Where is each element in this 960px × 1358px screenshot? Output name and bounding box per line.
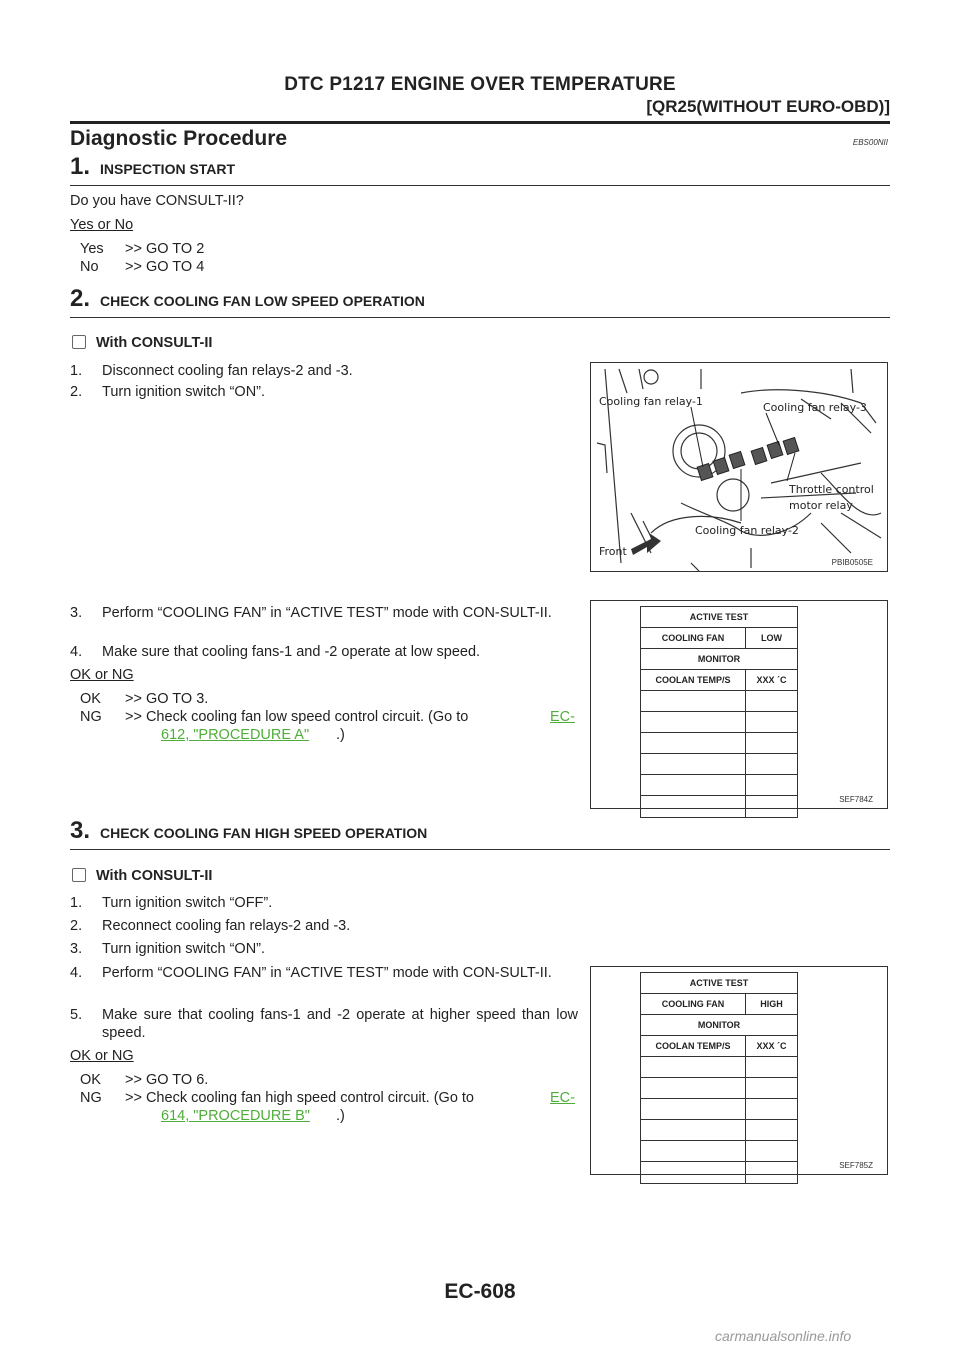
step-2-link-procedure-a[interactable]: 612, "PROCEDURE A" [161, 727, 310, 743]
page-header-subtitle: [QR25(WITHOUT EURO-OBD)] [646, 97, 890, 116]
with-consult-label: With CONSULT-II [96, 335, 213, 351]
step-3-heading [70, 817, 890, 850]
figure-code: SEF784Z [839, 795, 873, 804]
cell-active-test: ACTIVE TEST [689, 978, 749, 988]
step-2-item-2-num: 2. [70, 384, 83, 400]
step-title: INSPECTION START [100, 161, 236, 177]
step-2-heading [70, 285, 890, 318]
with-consult-label: With CONSULT-II [96, 868, 213, 884]
cell-cooling-fan: COOLING FAN [641, 628, 746, 648]
step-2-choice: OK or NG [70, 667, 134, 683]
step-3-link-ec[interactable]: EC- [550, 1090, 575, 1106]
step-1-answer-no-value: >> GO TO 4 [125, 259, 205, 275]
step-3-item-5-text: Make sure that cooling fans-1 and -2 operate at higher speed than low speed. [102, 1007, 578, 1041]
step-1-answer-yes-value: >> GO TO 2 [125, 241, 205, 257]
step-number: 1. [70, 153, 91, 180]
active-test-high-figure [590, 966, 888, 1175]
step-3-item-3-num: 3. [70, 941, 83, 957]
step-2-ng-value: >> Check cooling fan low speed control circuit. (Go to [125, 709, 469, 725]
step-3-ng-value: >> Check cooling fan high speed control circuit. (Go to [125, 1090, 474, 1106]
step-2-item-4-text: Make sure that cooling fans-1 and -2 operate at low speed. [102, 644, 481, 660]
step-3-ok-value: >> GO TO 6. [125, 1072, 209, 1088]
step-3-item-1-num: 1. [70, 895, 83, 911]
step-2-ok-key: OK [80, 691, 101, 707]
step-number: 3. [70, 817, 91, 844]
cell-fan-speed: LOW [761, 633, 782, 643]
step-3-item-5-num: 5. [70, 1007, 83, 1023]
step-3-item-2-num: 2. [70, 918, 83, 934]
cell-active-test: ACTIVE TEST [689, 612, 749, 622]
step-2-item-3-text: Perform “COOLING FAN” in “ACTIVE TEST” mode with CON-SULT-II. [102, 605, 552, 621]
step-2-item-1-num: 1. [70, 363, 83, 379]
label-relay-1: Cooling fan relay-1 [599, 395, 703, 408]
step-title: CHECK COOLING FAN HIGH SPEED OPERATION [100, 825, 428, 841]
step-1-answer-yes-key: Yes [80, 241, 104, 257]
consult-icon [72, 335, 86, 349]
step-3-item-4-text: Perform “COOLING FAN” in “ACTIVE TEST” mode with CON-SULT-II. [102, 965, 552, 981]
cell-monitor: MONITOR [697, 1020, 741, 1030]
watermark: carmanualsonline.info [715, 1328, 852, 1344]
step-3-link-procedure-b[interactable]: 614, "PROCEDURE B" [161, 1108, 310, 1124]
active-test-high-table [640, 972, 798, 1184]
step-2-ng-tail: .) [336, 727, 345, 743]
step-number: 2. [70, 285, 91, 312]
cell-cooling-fan: COOLING FAN [641, 994, 746, 1014]
with-consult-note [72, 868, 212, 884]
step-3-item-1-text: Turn ignition switch “OFF”. [102, 895, 273, 911]
cell-coolant-temp: COOLAN TEMP/S [641, 670, 746, 690]
step-1-choice: Yes or No [70, 217, 134, 233]
step-3-choice: OK or NG [70, 1048, 134, 1064]
label-throttle-2: motor relay [789, 499, 853, 512]
relay-location-drawing [591, 363, 887, 571]
step-2-item-4-num: 4. [70, 644, 83, 660]
step-3-ok-key: OK [80, 1072, 101, 1088]
figure-code: SEF785Z [839, 1161, 873, 1170]
step-2-item-1-text: Disconnect cooling fan relays-2 and -3. [102, 363, 353, 379]
step-2-ng-key: NG [80, 709, 102, 725]
step-3-item-4-num: 4. [70, 965, 83, 981]
header-rule [70, 121, 890, 124]
label-relay-2: Cooling fan relay-2 [695, 524, 799, 537]
step-2-ok-value: >> GO TO 3. [125, 691, 209, 707]
with-consult-note [72, 335, 212, 351]
label-relay-3: Cooling fan relay-3 [763, 401, 867, 414]
active-test-low-figure [590, 600, 888, 809]
label-front: Front [599, 545, 627, 558]
step-1-heading [70, 153, 890, 186]
cell-temp-value: XXX ´C [756, 675, 787, 685]
page-header-title: DTC P1217 ENGINE OVER TEMPERATURE [284, 74, 676, 95]
step-3-ng-key: NG [80, 1090, 102, 1106]
page-number: EC-608 [444, 1280, 516, 1303]
cell-monitor: MONITOR [697, 654, 741, 664]
step-title: CHECK COOLING FAN LOW SPEED OPERATION [100, 293, 425, 309]
cell-fan-speed: HIGH [760, 999, 783, 1009]
figure-code: PBIB0505E [831, 558, 873, 567]
step-1-answer-no-key: No [80, 259, 99, 275]
relay-location-figure [590, 362, 888, 572]
step-2-item-2-text: Turn ignition switch “ON”. [102, 384, 266, 400]
step-1-question: Do you have CONSULT-II? [70, 193, 244, 209]
cell-coolant-temp: COOLAN TEMP/S [641, 1036, 746, 1056]
step-3-item-3-text: Turn ignition switch “ON”. [102, 941, 266, 957]
active-test-low-table [640, 606, 798, 818]
step-2-link-ec[interactable]: EC- [550, 709, 575, 725]
label-throttle-1: Throttle control [789, 483, 874, 496]
consult-icon [72, 868, 86, 882]
section-title: Diagnostic Procedure [70, 127, 288, 150]
section-code: EBS00NII [852, 138, 888, 147]
step-3-item-2-text: Reconnect cooling fan relays-2 and -3. [102, 918, 351, 934]
cell-temp-value: XXX ´C [756, 1041, 787, 1051]
step-3-ng-tail: .) [336, 1108, 345, 1124]
step-2-item-3-num: 3. [70, 605, 83, 621]
